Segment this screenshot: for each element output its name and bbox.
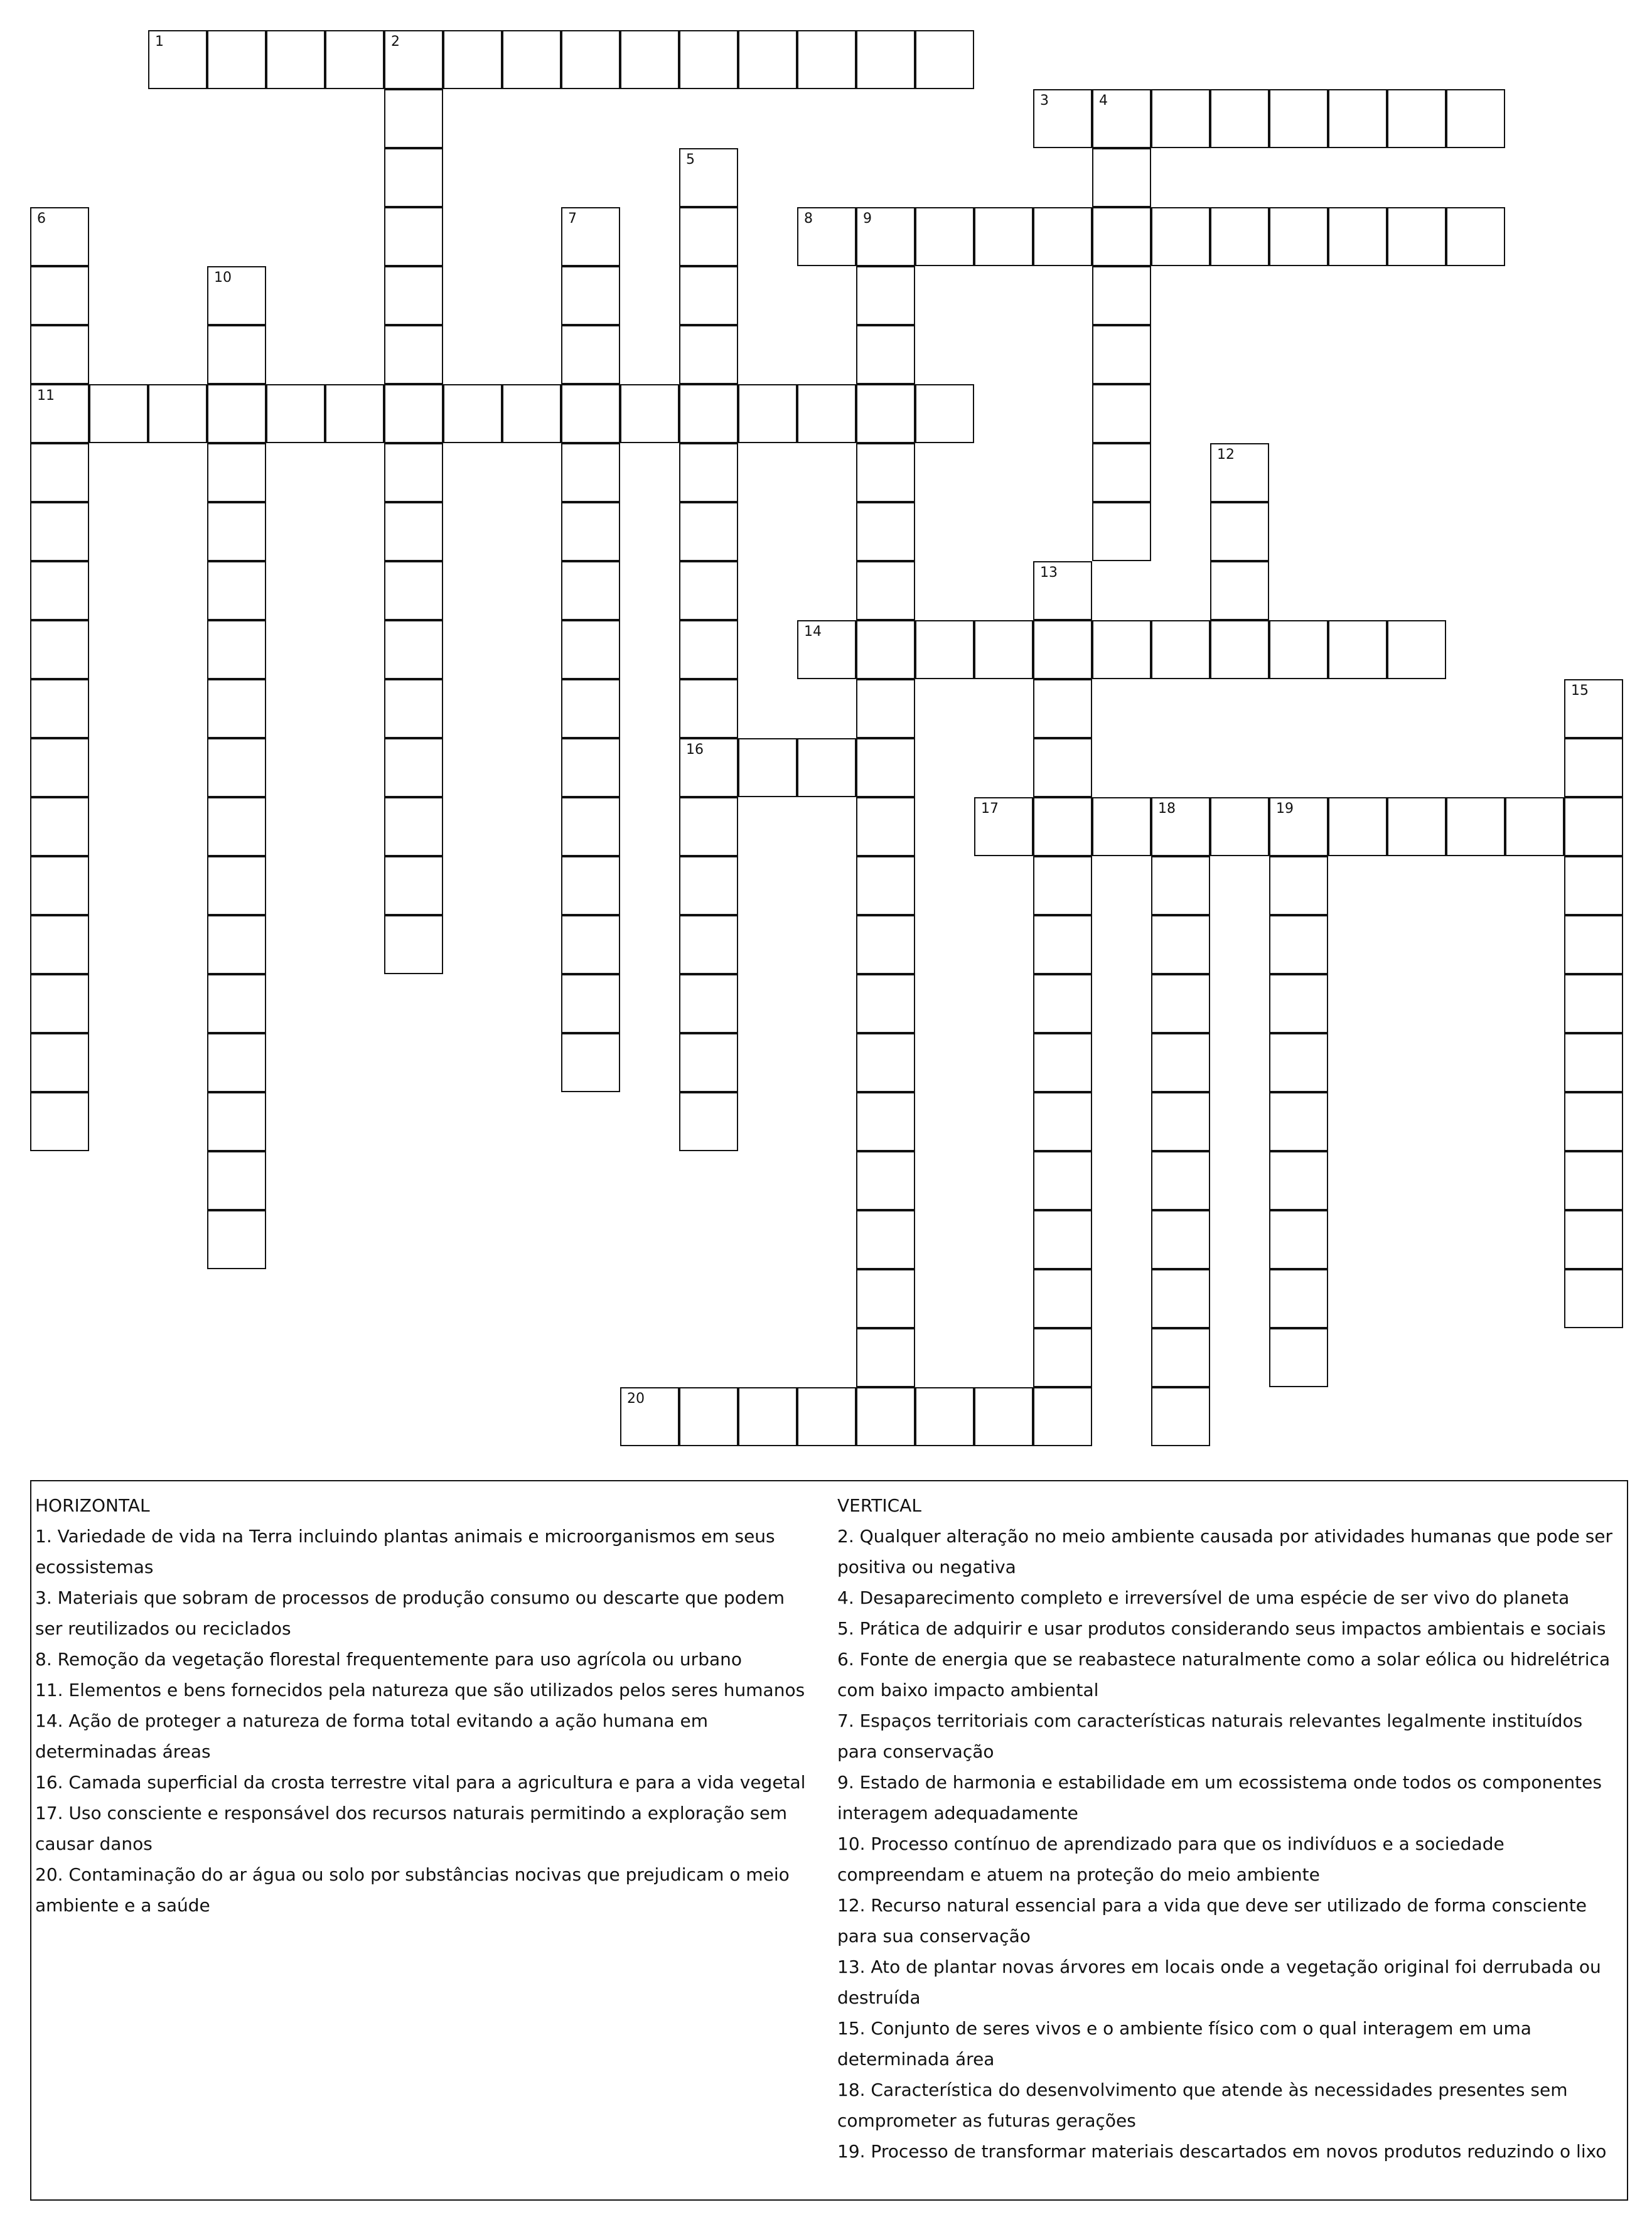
grid-cell[interactable] [1564,856,1623,915]
grid-cell[interactable] [207,325,266,384]
grid-cell[interactable] [561,915,620,974]
grid-cell[interactable] [30,502,89,561]
clue-item: 18. Característica do desenvolvimento que atende às necessidades presentes sem comprometer as futuras gerações [837,2080,1568,2131]
grid-cell[interactable] [1210,620,1269,679]
grid-cell[interactable] [679,974,738,1033]
grid-cell[interactable] [797,738,856,797]
grid-cell[interactable] [679,325,738,384]
grid-cell[interactable] [1269,856,1328,915]
grid-cell[interactable] [561,856,620,915]
clue-number: 4 [1099,93,1108,109]
grid-cell[interactable] [856,266,915,325]
grid-cell[interactable] [1446,797,1505,856]
grid-cell[interactable] [1092,148,1151,207]
grid-cell[interactable] [856,1092,915,1151]
grid-cell[interactable] [679,502,738,561]
grid-cell[interactable] [30,266,89,325]
grid-cell[interactable] [1269,915,1328,974]
grid-cell[interactable] [915,207,974,266]
grid-cell[interactable] [1446,89,1505,148]
grid-cell[interactable] [207,738,266,797]
grid-cell[interactable] [207,797,266,856]
grid-cell[interactable] [1269,620,1328,679]
grid-cell[interactable] [1151,915,1210,974]
grid-cell[interactable] [1269,1328,1328,1387]
grid-cell[interactable] [974,207,1033,266]
horizontal-clues [35,1490,807,1921]
grid-cell[interactable] [384,738,443,797]
grid-cell[interactable] [856,1151,915,1210]
grid-cell[interactable] [561,1033,620,1092]
grid-cell[interactable] [797,30,856,89]
grid-cell[interactable] [384,856,443,915]
grid-cell[interactable] [89,384,148,443]
grid-cell[interactable] [30,207,89,266]
grid-cell[interactable] [1092,266,1151,325]
grid-cell[interactable] [738,1387,797,1446]
grid-cell[interactable] [679,30,738,89]
grid-cell[interactable] [1210,89,1269,148]
grid-cell[interactable] [679,1387,738,1446]
grid-cell[interactable] [679,915,738,974]
horizontal-title: HORIZONTAL [35,1495,150,1516]
grid-cell[interactable] [1269,1210,1328,1269]
grid-cell[interactable] [1387,620,1446,679]
grid-cell[interactable] [1564,679,1623,738]
clue-number: 11 [37,388,55,404]
grid-cell[interactable] [1151,207,1210,266]
grid-cell[interactable] [856,1033,915,1092]
grid-cell[interactable] [679,266,738,325]
grid-cell[interactable] [1092,89,1151,148]
clue-item: 1. Variedade de vida na Terra incluindo plantas animais e microorganismos em seus ecossistemas [35,1526,775,1577]
clue-number: 5 [686,152,695,168]
grid-cell[interactable] [679,1033,738,1092]
clue-item: 3. Materiais que sobram de processos de produção consumo ou descarte que podem ser reutilizados ou reciclados [35,1587,785,1639]
grid-cell[interactable] [856,1387,915,1446]
grid-cell[interactable] [679,384,738,443]
grid-cell[interactable] [1151,1328,1210,1387]
grid-cell[interactable] [856,915,915,974]
grid-cell[interactable] [384,207,443,266]
grid-cell[interactable] [1033,1210,1092,1269]
grid-cell[interactable] [1564,1210,1623,1269]
grid-cell[interactable] [207,856,266,915]
grid-cell[interactable] [384,620,443,679]
grid-cell[interactable] [856,325,915,384]
grid-cell[interactable] [207,620,266,679]
clue-item: 10. Processo contínuo de aprendizado para que os indivíduos e a sociedade compreendam e atuem na proteção do meio ambiente [837,1833,1504,1885]
clue-number: 9 [863,211,872,227]
clue-item: 14. Ação de proteger a natureza de forma total evitando a ação humana em determinadas áreas [35,1710,709,1762]
grid-cell[interactable] [207,443,266,502]
grid-cell[interactable] [679,797,738,856]
grid-cell[interactable] [266,30,325,89]
grid-cell[interactable] [1564,797,1623,856]
grid-cell[interactable] [30,325,89,384]
grid-cell[interactable] [384,325,443,384]
clue-number: 6 [37,211,46,227]
grid-cell[interactable] [384,443,443,502]
clue-number: 20 [627,1391,645,1407]
grid-cell[interactable] [1387,797,1446,856]
grid-cell[interactable] [1033,856,1092,915]
grid-cell[interactable] [1033,620,1092,679]
clue-item: 19. Processo de transformar materiais descartados em novos produtos reduzindo o lixo [837,2141,1607,2162]
grid-cell[interactable] [207,679,266,738]
clue-number: 3 [1040,93,1049,109]
grid-cell[interactable] [679,738,738,797]
grid-cell[interactable] [266,384,325,443]
grid-cell[interactable] [384,148,443,207]
grid-cell[interactable] [207,30,266,89]
grid-cell[interactable] [797,384,856,443]
grid-cell[interactable] [797,1387,856,1446]
clue-item: 12. Recurso natural essencial para a vida que deve ser utilizado de forma consciente para sua conservação [837,1895,1587,1946]
grid-cell[interactable] [1210,502,1269,561]
grid-cell[interactable] [1387,89,1446,148]
grid-cell[interactable] [561,266,620,325]
horizontal-clue-list [35,1521,807,1921]
grid-cell[interactable] [561,325,620,384]
grid-cell[interactable] [856,30,915,89]
grid-cell[interactable] [620,30,679,89]
grid-cell[interactable] [148,30,207,89]
clue-item: 6. Fonte de energia que se reabastece naturalmente como a solar eólica ou hidrelétrica com baixo impacto ambiental [837,1649,1611,1700]
grid-cell[interactable] [384,384,443,443]
grid-cell[interactable] [856,207,915,266]
grid-cell[interactable] [207,502,266,561]
clue-item: 20. Contaminação do ar água ou solo por substâncias nocivas que prejudicam o meio ambiente e a saúde [35,1864,790,1916]
clue-number: 2 [391,34,400,50]
grid-cell[interactable] [1564,1269,1623,1328]
clue-item: 8. Remoção da vegetação florestal frequentemente para uso agrícola ou urbano [35,1649,743,1670]
grid-cell[interactable] [856,738,915,797]
grid-cell[interactable] [1564,1151,1623,1210]
clue-item: 5. Prática de adquirir e usar produtos considerando seus impactos ambientais e sociais [837,1618,1606,1639]
grid-cell[interactable] [1151,1387,1210,1446]
grid-cell[interactable] [207,1033,266,1092]
grid-cell[interactable] [679,561,738,620]
grid-cell[interactable] [1151,1210,1210,1269]
grid-cell[interactable] [384,266,443,325]
grid-cell[interactable] [738,30,797,89]
grid-cell[interactable] [30,1033,89,1092]
grid-cell[interactable] [679,679,738,738]
grid-cell[interactable] [856,679,915,738]
grid-cell[interactable] [1269,974,1328,1033]
grid-cell[interactable] [1033,1151,1092,1210]
grid-cell[interactable] [1210,443,1269,502]
grid-cell[interactable] [679,443,738,502]
grid-cell[interactable] [1033,1269,1092,1328]
vertical-clue-list [837,1521,1616,2167]
grid-cell[interactable] [1328,89,1387,148]
grid-cell[interactable] [207,1151,266,1210]
grid-cell[interactable] [1151,797,1210,856]
clue-item: 4. Desaparecimento completo e irreversível de uma espécie de ser vivo do planeta [837,1587,1570,1608]
grid-cell[interactable] [207,561,266,620]
grid-cell[interactable] [738,738,797,797]
grid-cell[interactable] [1269,797,1328,856]
grid-cell[interactable] [207,1092,266,1151]
grid-cell[interactable] [30,443,89,502]
clue-number: 18 [1158,801,1176,817]
grid-cell[interactable] [1033,679,1092,738]
clue-number: 12 [1217,447,1235,463]
grid-cell[interactable] [856,1269,915,1328]
clue-item: 15. Conjunto de seres vivos e o ambiente físico com o qual interagem em uma determinada área [837,2018,1531,2069]
vertical-title: VERTICAL [837,1495,921,1516]
grid-cell[interactable] [620,384,679,443]
grid-cell[interactable] [915,30,974,89]
grid-cell[interactable] [1269,1092,1328,1151]
grid-cell[interactable] [856,974,915,1033]
grid-cell[interactable] [561,797,620,856]
grid-cell[interactable] [856,384,915,443]
grid-cell[interactable] [502,30,561,89]
grid-cell[interactable] [1033,1387,1092,1446]
grid-cell[interactable] [1151,1033,1210,1092]
grid-cell[interactable] [1033,915,1092,974]
clue-number: 17 [981,801,999,817]
grid-cell[interactable] [561,738,620,797]
clue-item: 9. Estado de harmonia e estabilidade em um ecossistema onde todos os componentes interagem adequadamente [837,1772,1602,1823]
grid-cell[interactable] [974,620,1033,679]
grid-cell[interactable] [1446,207,1505,266]
clue-number: 15 [1571,683,1589,699]
grid-cell[interactable] [1269,1033,1328,1092]
grid-cell[interactable] [856,1210,915,1269]
grid-cell[interactable] [1033,207,1092,266]
grid-cell[interactable] [679,207,738,266]
grid-cell[interactable] [620,1387,679,1446]
grid-cell[interactable] [679,620,738,679]
clue-number: 10 [214,270,232,286]
grid-cell[interactable] [1269,89,1328,148]
grid-cell[interactable] [1151,1269,1210,1328]
grid-cell[interactable] [1210,561,1269,620]
grid-cell[interactable] [679,148,738,207]
grid-cell[interactable] [384,89,443,148]
clue-item: 17. Uso consciente e responsável dos recursos naturais permitindo a exploração sem causar danos [35,1803,788,1854]
grid-cell[interactable] [561,384,620,443]
grid-cell[interactable] [30,384,89,443]
grid-cell[interactable] [915,620,974,679]
grid-cell[interactable] [1269,207,1328,266]
grid-cell[interactable] [974,797,1033,856]
clue-item: 2. Qualquer alteração no meio ambiente causada por atividades humanas que pode ser positiva ou negativa [837,1526,1613,1577]
grid-cell[interactable] [148,384,207,443]
grid-cell[interactable] [738,384,797,443]
grid-cell[interactable] [30,738,89,797]
grid-cell[interactable] [1033,1328,1092,1387]
grid-cell[interactable] [207,384,266,443]
grid-cell[interactable] [1033,797,1092,856]
grid-cell[interactable] [856,1328,915,1387]
vertical-clues [837,1490,1616,2167]
grid-cell[interactable] [443,30,502,89]
clue-number: 1 [155,34,164,50]
grid-cell[interactable] [502,384,561,443]
grid-cell[interactable] [856,561,915,620]
grid-cell[interactable] [1269,1269,1328,1328]
clues-box [30,1480,1628,2201]
grid-cell[interactable] [1033,561,1092,620]
grid-cell[interactable] [1151,974,1210,1033]
clue-item: 13. Ato de plantar novas árvores em locais onde a vegetação original foi derrubada ou destruída [837,1956,1601,2008]
grid-cell[interactable] [1033,1033,1092,1092]
grid-cell[interactable] [30,974,89,1033]
grid-cell[interactable] [384,30,443,89]
grid-cell[interactable] [1092,384,1151,443]
grid-cell[interactable] [561,620,620,679]
grid-cell[interactable] [561,974,620,1033]
clue-number: 19 [1276,801,1294,817]
grid-cell[interactable] [1328,207,1387,266]
grid-cell[interactable] [1564,1092,1623,1151]
clue-item: 11. Elementos e bens fornecidos pela natureza que são utilizados pelos seres humanos [35,1680,805,1700]
grid-cell[interactable] [561,502,620,561]
grid-cell[interactable] [1328,797,1387,856]
grid-cell[interactable] [30,561,89,620]
grid-cell[interactable] [30,679,89,738]
grid-cell[interactable] [915,1387,974,1446]
clue-number: 7 [568,211,577,227]
grid-cell[interactable] [1387,207,1446,266]
grid-cell[interactable] [915,384,974,443]
grid-cell[interactable] [1151,1151,1210,1210]
grid-cell[interactable] [679,1092,738,1151]
grid-cell[interactable] [207,915,266,974]
grid-cell[interactable] [30,1092,89,1151]
grid-cell[interactable] [1564,974,1623,1033]
grid-cell[interactable] [1210,207,1269,266]
grid-cell[interactable] [1564,738,1623,797]
grid-cell[interactable] [856,502,915,561]
grid-cell[interactable] [561,30,620,89]
grid-cell[interactable] [1092,502,1151,561]
grid-cell[interactable] [1269,1151,1328,1210]
grid-cell[interactable] [30,915,89,974]
grid-cell[interactable] [856,856,915,915]
grid-cell[interactable] [384,679,443,738]
grid-cell[interactable] [1151,856,1210,915]
grid-cell[interactable] [561,443,620,502]
grid-cell[interactable] [856,443,915,502]
clue-number: 16 [686,742,704,758]
grid-cell[interactable] [325,30,384,89]
grid-cell[interactable] [1092,325,1151,384]
clue-number: 14 [804,624,822,640]
grid-cell[interactable] [1033,89,1092,148]
grid-cell[interactable] [797,620,856,679]
grid-cell[interactable] [1151,1092,1210,1151]
grid-cell[interactable] [1151,89,1210,148]
grid-cell[interactable] [1564,1033,1623,1092]
grid-cell[interactable] [1564,915,1623,974]
grid-cell[interactable] [797,207,856,266]
grid-cell[interactable] [325,384,384,443]
clue-item: 16. Camada superficial da crosta terrestre vital para a agricultura e para a vida vegetal [35,1772,806,1793]
grid-cell[interactable] [1505,797,1564,856]
grid-cell[interactable] [1092,620,1151,679]
grid-cell[interactable] [561,679,620,738]
grid-cell[interactable] [561,561,620,620]
grid-cell[interactable] [30,620,89,679]
grid-cell[interactable] [1210,797,1269,856]
grid-cell[interactable] [443,384,502,443]
grid-cell[interactable] [561,207,620,266]
clue-number: 13 [1040,565,1058,581]
grid-cell[interactable] [856,620,915,679]
grid-cell[interactable] [974,1387,1033,1446]
clue-item: 7. Espaços territoriais com características naturais relevantes legalmente instituídos para conservação [837,1710,1583,1762]
grid-cell[interactable] [207,1210,266,1269]
grid-cell[interactable] [1151,620,1210,679]
grid-cell[interactable] [856,797,915,856]
grid-cell[interactable] [384,797,443,856]
grid-cell[interactable] [384,915,443,974]
grid-cell[interactable] [1328,620,1387,679]
grid-cell[interactable] [1092,443,1151,502]
clue-number: 8 [804,211,813,227]
grid-cell[interactable] [384,502,443,561]
grid-cell[interactable] [1092,797,1151,856]
grid-cell[interactable] [30,797,89,856]
grid-cell[interactable] [30,856,89,915]
grid-cell[interactable] [1033,974,1092,1033]
grid-cell[interactable] [1092,207,1151,266]
grid-cell[interactable] [1033,738,1092,797]
grid-cell[interactable] [207,266,266,325]
grid-cell[interactable] [384,561,443,620]
grid-cell[interactable] [679,856,738,915]
grid-cell[interactable] [1033,1092,1092,1151]
grid-cell[interactable] [207,974,266,1033]
